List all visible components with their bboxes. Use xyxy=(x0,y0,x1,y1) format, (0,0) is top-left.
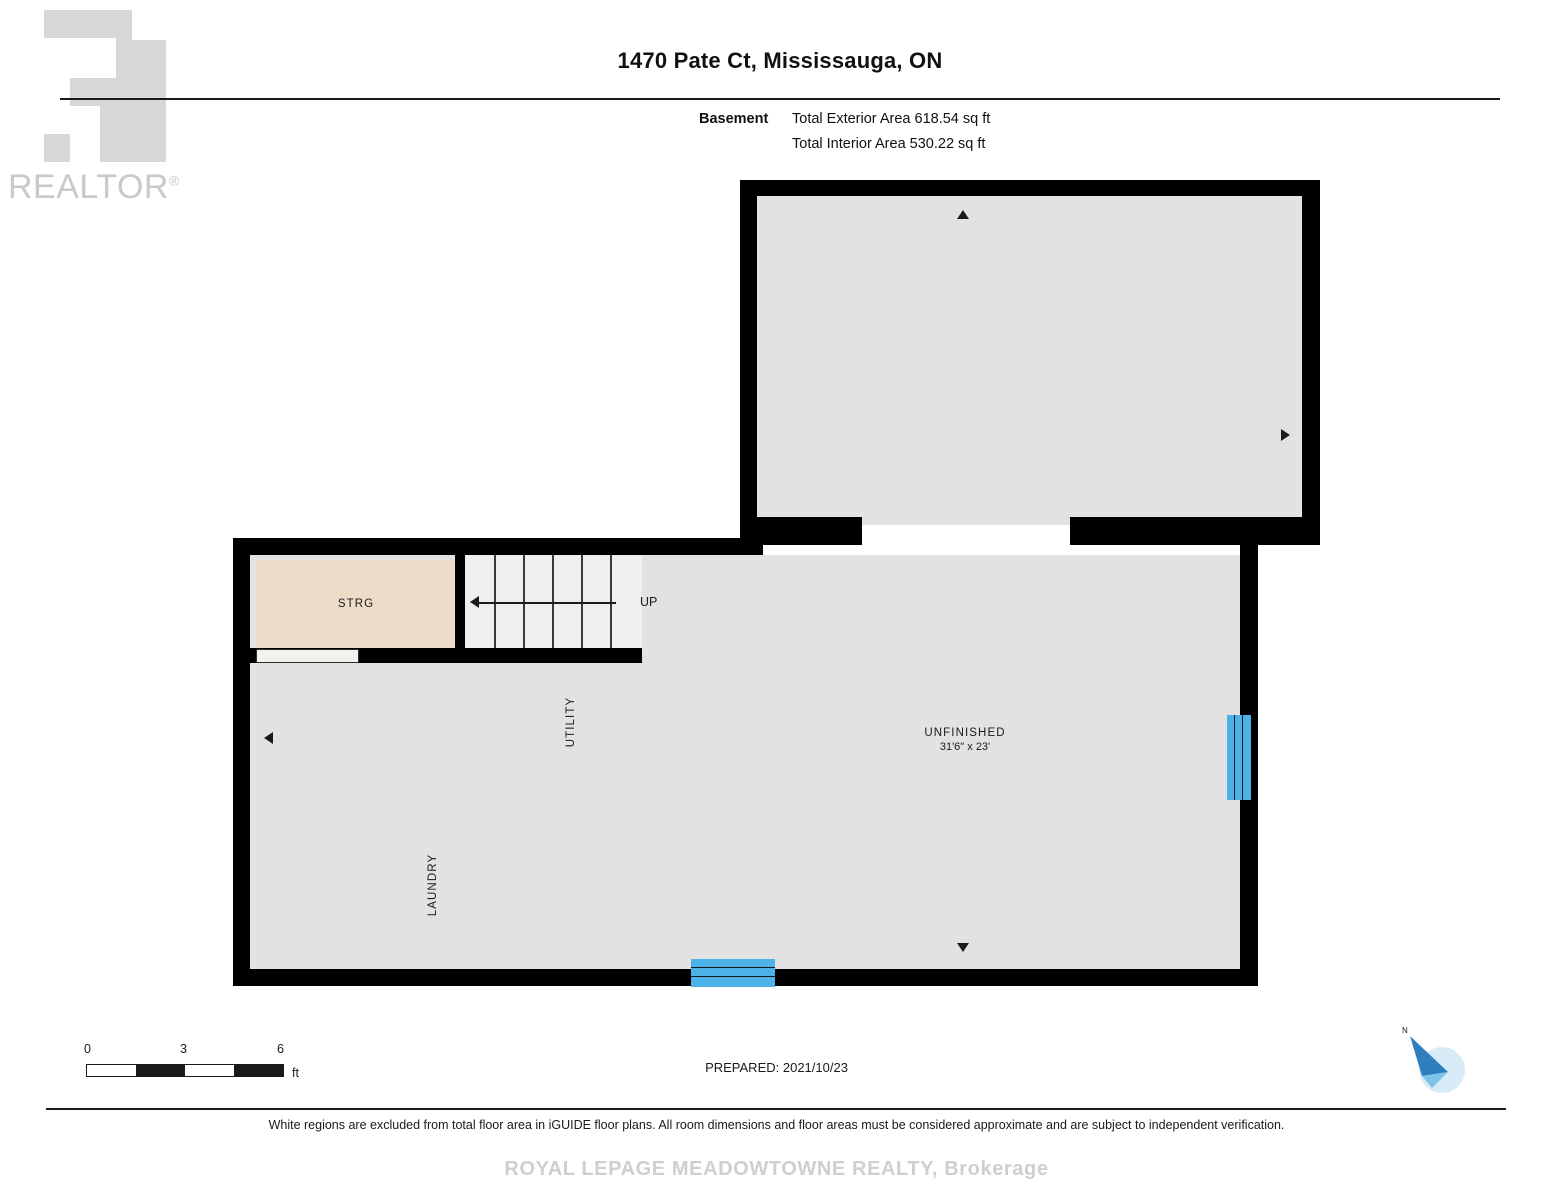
prepared-date: PREPARED: 2021/10/23 xyxy=(705,1060,848,1075)
footer-divider xyxy=(46,1108,1506,1110)
scale-tick-2: 6 xyxy=(277,1042,284,1056)
wall-main-left xyxy=(233,538,250,986)
window-right xyxy=(1227,715,1251,800)
wall-upper-right xyxy=(1302,180,1320,525)
brokerage-watermark: ROYAL LEPAGE MEADOWTOWNE REALTY, Brokerage xyxy=(504,1158,1049,1180)
stair-direction-arrow-shaft xyxy=(478,602,616,604)
wall-upper-top xyxy=(740,180,1320,196)
view-marker-main-bottom xyxy=(957,943,969,952)
scale-tick-0: 0 xyxy=(84,1042,91,1056)
view-marker-main-left xyxy=(264,732,273,744)
upper-room-floor xyxy=(757,195,1302,525)
scale-tick-labels xyxy=(84,1042,314,1060)
compass-needle-icon xyxy=(1402,1032,1474,1098)
room-label-unfinished: UNFINISHED xyxy=(924,727,1006,739)
room-label-laundry: LAUNDRY xyxy=(427,853,439,917)
page-title: 1470 Pate Ct, Mississauga, ON xyxy=(617,48,943,73)
level-label: Basement xyxy=(699,111,769,127)
wall-upper-bottom-right xyxy=(1070,517,1320,545)
storage-door xyxy=(256,649,359,663)
compass-north-label: N xyxy=(1402,1026,1408,1035)
compass-rose xyxy=(1396,1024,1474,1098)
room-dimension-unfinished: 31'6" x 23' xyxy=(939,741,991,753)
exterior-area-label: Total Exterior Area 618.54 sq ft xyxy=(792,111,991,127)
scale-unit-label: ft xyxy=(292,1066,299,1080)
view-marker-upper-room xyxy=(957,210,969,219)
scale-tick-1: 3 xyxy=(180,1042,187,1056)
window-bottom xyxy=(691,959,775,987)
room-label-strg: STRG xyxy=(337,598,375,610)
stair-direction-arrow-head xyxy=(470,596,479,608)
wall-strg-right xyxy=(455,555,465,650)
realtor-wordmark-text: REALTOR xyxy=(8,168,169,206)
wall-upper-left xyxy=(740,180,757,545)
room-label-utility: UTILITY xyxy=(565,696,577,748)
wall-main-top-left xyxy=(233,538,763,555)
disclaimer-text: White regions are excluded from total floor area in iGUIDE floor plans. All room dimensions and floor areas must be considered approximate and are subject to independent verification. xyxy=(268,1118,1285,1132)
interior-area-label: Total Interior Area 530.22 sq ft xyxy=(792,136,986,152)
view-marker-upper-right xyxy=(1281,429,1290,441)
registered-mark: ® xyxy=(168,172,180,189)
stair-up-label: UP xyxy=(640,595,658,609)
